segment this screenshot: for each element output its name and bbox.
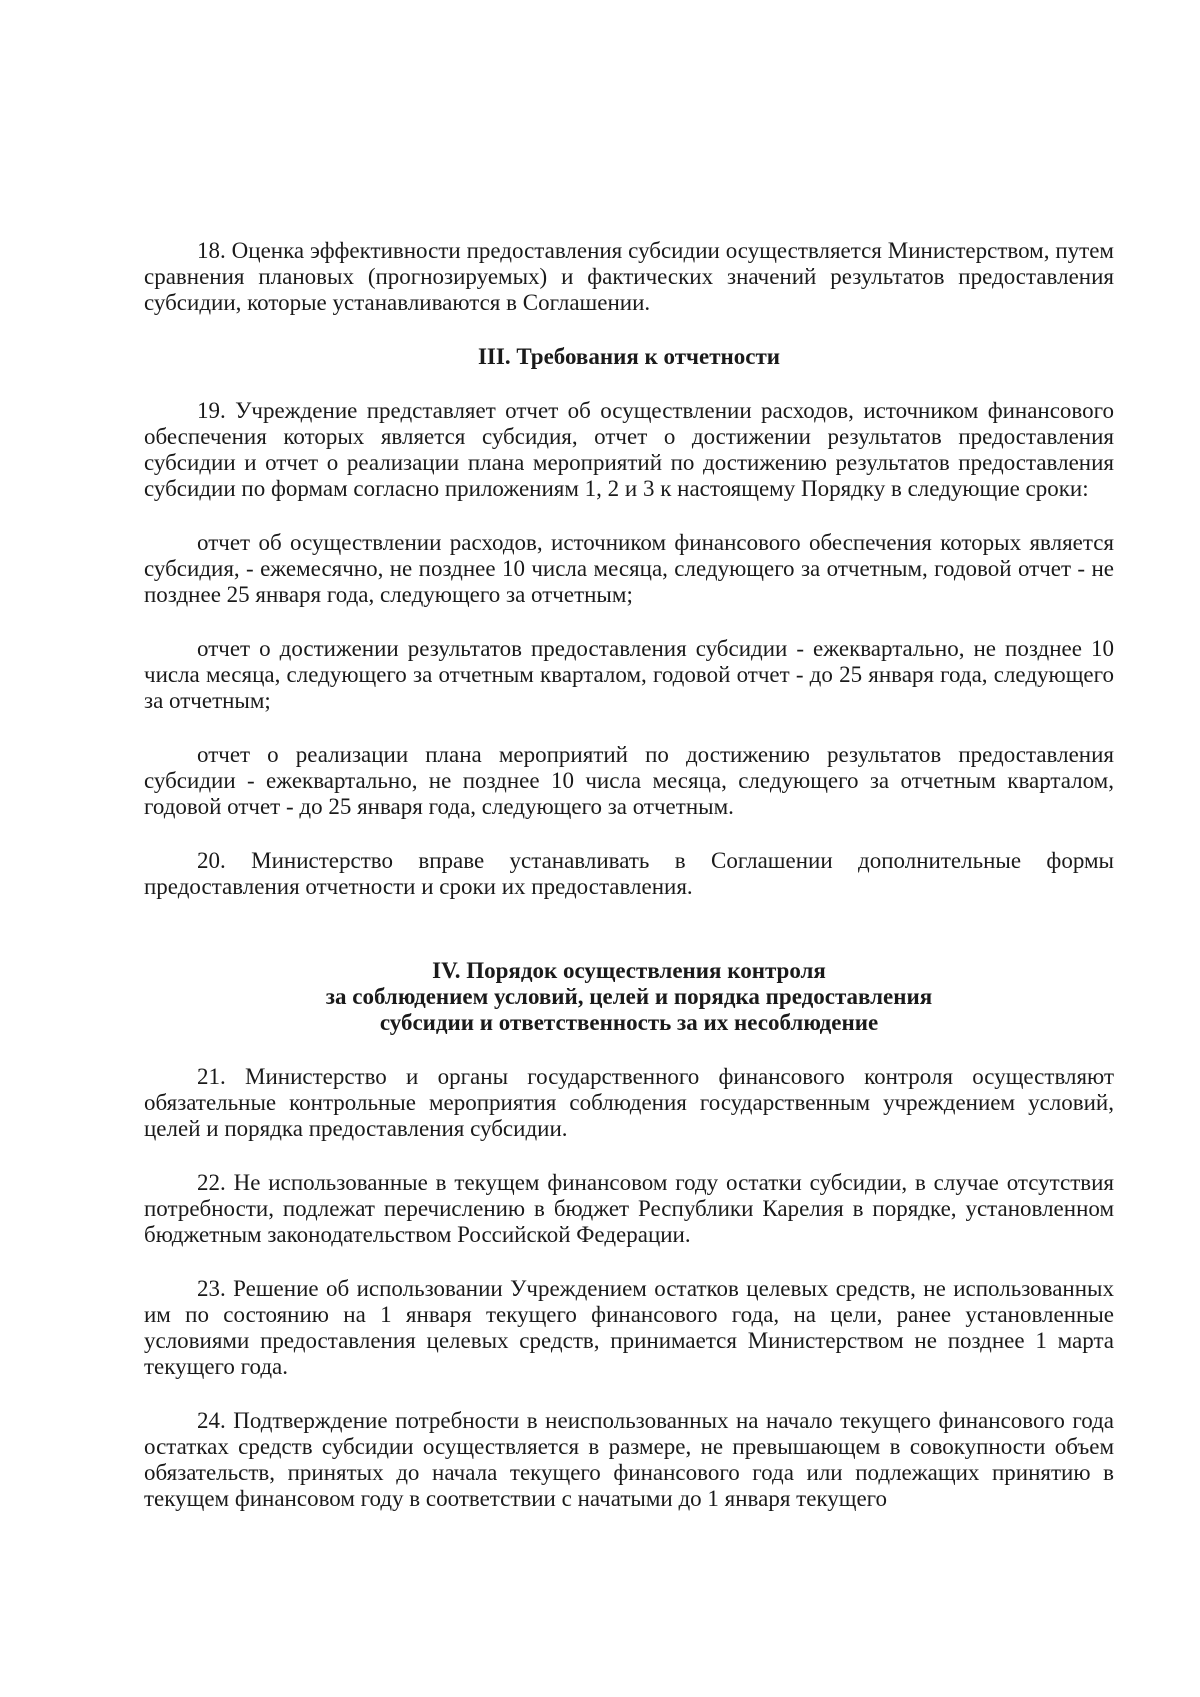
- paragraph-19: 19. Учреждение представляет отчет об осуществлении расходов, источником финансового обеспечения которых является субсидия, отчет о достижении результатов предоставления субсидии и отчет о реализации плана мероприятий по достижению результатов предоставления субсидии по формам согласно приложениям 1, 2 и 3 к настоящему Порядку в следующие сроки:: [144, 398, 1114, 501]
- paragraph-20: 20. Министерство вправе устанавливать в Соглашении дополнительные формы предоставления отчетности и сроки их предоставления.: [144, 848, 1114, 899]
- paragraph-21: 21. Министерство и органы государственного финансового контроля осуществляют обязательные контрольные мероприятия соблюдения государственным учреждением условий, целей и порядка предоставления субсидии.: [144, 1064, 1114, 1141]
- section-4-title-line-3: субсидии и ответственность за их несоблюдение: [379, 1010, 879, 1035]
- paragraph-19-item-2: отчет о достижении результатов предоставления субсидии - ежеквартально, не позднее 10 числа месяца, следующего за отчетным кварталом, годовой отчет - до 25 января года, следующего за отчетным;: [144, 636, 1114, 713]
- section-3-title: III. Требования к отчетности: [477, 344, 781, 369]
- paragraph-22: 22. Не использованные в текущем финансовом году остатки субсидии, в случае отсутствия потребности, подлежат перечислению в бюджет Республики Карелия в порядке, установленном бюджетным законодательством Российской Федерации.: [144, 1170, 1114, 1247]
- paragraph-18: 18. Оценка эффективности предоставления субсидии осуществляется Министерством, путем сравнения плановых (прогнозируемых) и фактических значений результатов предоставления субсидии, которые устанавливаются в Соглашении.: [144, 238, 1114, 315]
- section-4-heading: [144, 958, 1114, 1036]
- paragraph-19-item-3: отчет о реализации плана мероприятий по достижению результатов предоставления субсидии - ежеквартально, не позднее 10 числа месяца, следующего за отчетным кварталом, годовой отчет - до 25 января года, следующего за отчетным.: [144, 742, 1114, 819]
- section-3-heading: [144, 344, 1114, 370]
- paragraph-23: 23. Решение об использовании Учреждением остатков целевых средств, не использованных им по состоянию на 1 января текущего финансового года, на цели, ранее установленные условиями предоставления целевых средств, принимается Министерством не позднее 1 марта текущего года.: [144, 1276, 1114, 1379]
- paragraph-19-item-1: отчет об осуществлении расходов, источником финансового обеспечения которых является субсидия, - ежемесячно, не позднее 10 числа месяца, следующего за отчетным, годовой отчет - не позднее 25 января года, следующего за отчетным;: [144, 530, 1114, 607]
- section-4-title-line-1: IV. Порядок осуществления контроля: [432, 958, 826, 983]
- paragraph-24: 24. Подтверждение потребности в неиспользованных на начало текущего финансового года остатках средств субсидии осуществляется в размере, не превышающем в совокупности объем обязательств, принятых до начала текущего финансового года или подлежащих принятию в текущем финансовом году в соответствии с начатыми до 1 января текущего: [144, 1408, 1114, 1511]
- document-page: [144, 238, 1114, 1540]
- section-4-title-line-2: за соблюдением условий, целей и порядка предоставления: [325, 984, 933, 1009]
